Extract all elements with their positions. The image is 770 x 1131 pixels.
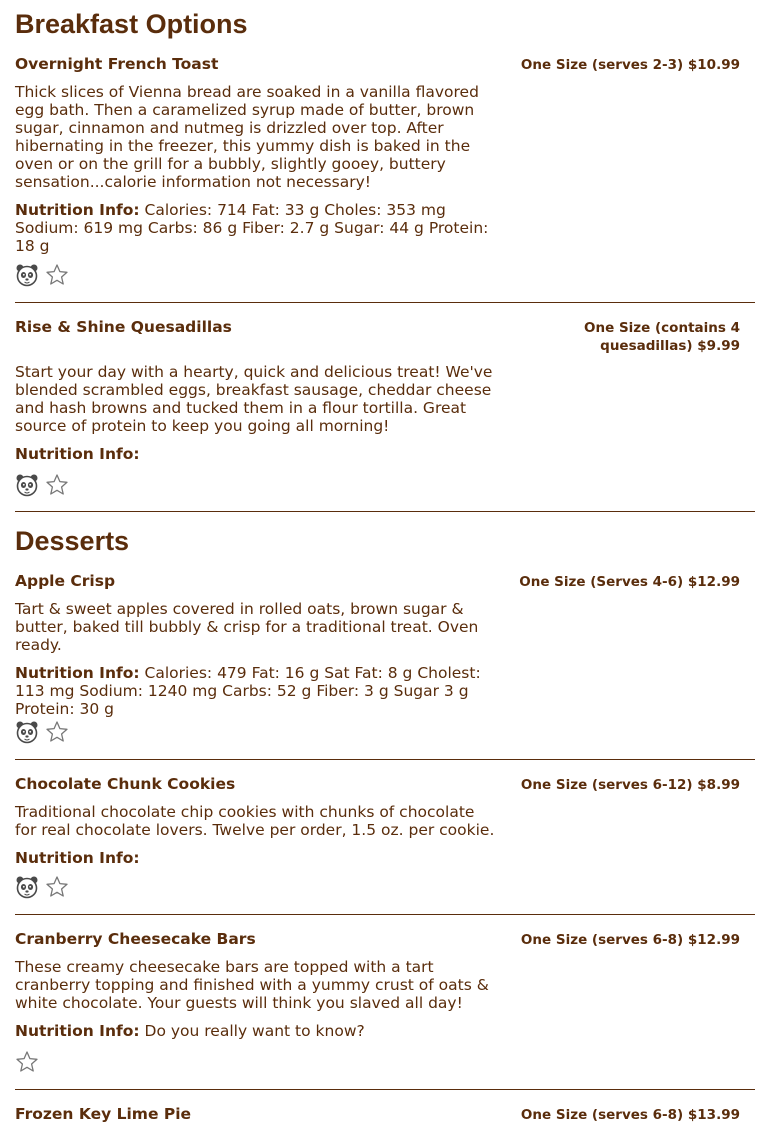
item-description: Start your day with a hearty, quick and delicious treat! We've blended scrambled eggs, breakfast sausage, cheddar cheese and hash browns and tucked them in a flour tortilla. Great source of protein to keep you going all morning!: [15, 363, 493, 435]
panda-icon[interactable]: [15, 720, 39, 744]
star-outline-icon[interactable]: [45, 473, 69, 497]
star-outline-icon[interactable]: [15, 1050, 39, 1074]
nutrition-info: [15, 445, 500, 463]
star-outline-icon[interactable]: [45, 720, 69, 744]
item-icons: [15, 262, 755, 288]
star-outline-icon[interactable]: [45, 263, 69, 287]
nutrition-values: Do you really want to know?: [144, 1022, 365, 1040]
panda-icon[interactable]: [15, 473, 39, 497]
nutrition-label: Nutrition Info:: [15, 445, 140, 463]
nutrition-label: Nutrition Info:: [15, 1022, 140, 1040]
nutrition-info: [15, 201, 500, 255]
nutrition-info: [15, 849, 500, 867]
item-name: Cranberry Cheesecake Bars: [15, 930, 256, 948]
menu-item-frozen-key-lime-pie[interactable]: [15, 1104, 755, 1124]
item-name: Chocolate Chunk Cookies: [15, 775, 236, 793]
item-price[interactable]: One Size (serves 6-12) $8.99: [520, 777, 740, 793]
menu-item-overnight-french-toast[interactable]: [15, 54, 755, 303]
item-icons: [15, 719, 755, 745]
nutrition-values: Calories: 479 Fat: 16 g Sat Fat: 8 g Cholest: 113 mg Sodium: 1240 mg Carbs: 52 g Fiber: 3 g Sugar 3 g Protein: 30 g: [15, 664, 481, 718]
item-name: Overnight French Toast: [15, 55, 219, 73]
item-description: Traditional chocolate chip cookies with chunks of chocolate for real chocolate lovers. Twelve per order, 1.5 oz. per cookie.: [15, 803, 495, 839]
menu-item-rise-and-shine-quesadillas[interactable]: [15, 317, 755, 512]
item-description: Thick slices of Vienna bread are soaked in a vanilla flavored egg bath. Then a caramelized syrup made of butter, brown sugar, cinnamon and nutmeg is drizzled over top. After hibernating in the freezer, this yummy dish is baked in the oven or on the grill for a bubbly, slightly gooey, buttery sensation...calorie information not necessary!: [15, 83, 479, 191]
item-price-line-2: quesadillas) $9.99: [600, 338, 740, 354]
item-price[interactable]: One Size (serves 2-3) $10.99: [520, 57, 740, 73]
section-title-desserts: Desserts: [15, 526, 130, 556]
star-outline-icon[interactable]: [45, 875, 69, 899]
item-icons: [15, 1049, 755, 1075]
item-price[interactable]: One Size (serves 6-8) $13.99: [520, 1107, 740, 1123]
menu-item-apple-crisp[interactable]: [15, 571, 755, 760]
item-name: Rise & Shine Quesadillas: [15, 318, 232, 336]
item-description: These creamy cheesecake bars are topped with a tart cranberry topping and finished with a yummy crust of oats & white chocolate. Your guests will think you slaved all day!: [15, 958, 489, 1012]
menu-content: [15, 0, 755, 1124]
item-price[interactable]: [584, 319, 740, 355]
item-price[interactable]: One Size (serves 6-8) $12.99: [520, 932, 740, 948]
panda-icon[interactable]: [15, 875, 39, 899]
item-icons: [15, 472, 755, 498]
item-name: Frozen Key Lime Pie: [15, 1105, 192, 1123]
item-price-line-1: One Size (contains 4: [584, 320, 740, 336]
nutrition-info: [15, 1022, 500, 1040]
menu-item-cranberry-cheesecake-bars[interactable]: [15, 929, 755, 1090]
nutrition-values: Calories: 714 Fat: 33 g Choles: 353 mg Sodium: 619 mg Carbs: 86 g Fiber: 2.7 g Sugar: 44 g Protein: 18 g: [15, 201, 489, 255]
nutrition-label: Nutrition Info:: [15, 849, 140, 867]
section-title-breakfast: Breakfast Options: [15, 9, 248, 39]
nutrition-label: Nutrition Info:: [15, 201, 140, 219]
menu-item-chocolate-chunk-cookies[interactable]: [15, 774, 755, 915]
panda-icon[interactable]: [15, 263, 39, 287]
item-icons: [15, 874, 755, 900]
item-description: Tart & sweet apples covered in rolled oats, brown sugar & butter, baked till bubbly & crisp for a traditional treat. Oven ready.: [15, 600, 479, 654]
nutrition-info: [15, 664, 500, 718]
item-price[interactable]: One Size (Serves 4-6) $12.99: [519, 574, 740, 590]
item-name: Apple Crisp: [15, 572, 116, 590]
nutrition-label: Nutrition Info:: [15, 664, 140, 682]
